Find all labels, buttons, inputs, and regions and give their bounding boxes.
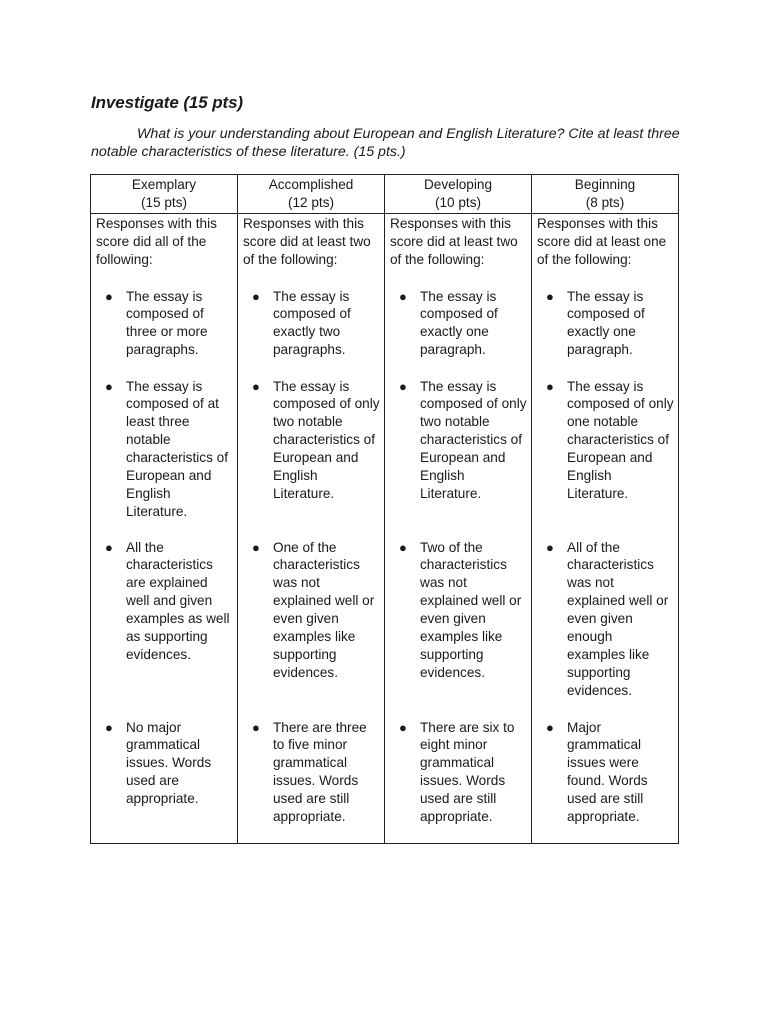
criterion-text: All the characteristics are explained well and given examples as well as supporting evidences. [126,539,230,662]
bullet-icon: ● [399,378,407,394]
level-name: Beginning [574,177,636,192]
level-cell-beginning [532,213,679,843]
criterion-text: Major grammatical issues were found. Words used are still appropriate. [567,719,648,825]
criterion-item [390,719,527,827]
bullet-icon: ● [105,539,113,555]
criterion-item [243,378,380,539]
criterion-item [390,539,527,719]
criterion-text: The essay is composed of exactly two paragraphs. [273,288,351,358]
level-intro: Responses with this score did at least one of the following: [537,215,667,267]
criterion-text: The essay is composed of only one notable characteristics of European and English Literature. [567,378,674,501]
criterion-text: Two of the characteristics was not explained well or even given examples like supporting evidences. [420,539,522,680]
level-name: Developing [423,177,492,192]
bullet-icon: ● [252,719,260,735]
criterion-item [96,378,233,539]
criterion-item [243,288,380,378]
level-header-developing [385,175,532,214]
level-points: (12 pts) [287,194,335,210]
criterion-item [243,719,380,827]
bullet-icon: ● [105,378,113,394]
criterion-text: The essay is composed of at least three notable characteristics of European and English Literature. [126,378,228,519]
bullet-icon: ● [546,378,554,394]
bullet-icon: ● [252,288,260,304]
criteria-list [390,288,527,827]
criterion-text: The essay is composed of only two notable characteristics of European and English Literature. [273,378,380,501]
level-intro: Responses with this score did all of the following: [96,215,217,267]
criterion-text: The essay is composed of only two notable characteristics of European and English Literature. [420,378,527,501]
criterion-text: The essay is composed of exactly one paragraph. [567,288,645,358]
bullet-icon: ● [252,539,260,555]
criterion-text: One of the characteristics was not explained well or even given examples like supporting evidences. [273,539,375,680]
bullet-icon: ● [105,288,113,304]
criterion-text: The essay is composed of exactly one paragraph. [420,288,498,358]
bullet-icon: ● [546,288,554,304]
level-header-beginning [532,175,679,214]
level-cell-developing [385,213,532,843]
criterion-item [537,378,674,539]
level-intro: Responses with this score did at least two of the following: [390,215,518,267]
criteria-list [243,288,380,827]
criterion-item [537,288,674,378]
bullet-icon: ● [546,719,554,735]
level-name: Accomplished [268,177,354,192]
criterion-text: There are six to eight minor grammatical issues. Words used are still appropriate. [420,719,515,825]
question-prompt: What is your understanding about European and English Literature? Cite at least three notable characteristics of these literature. (15 pts.) [91,126,680,160]
bullet-icon: ● [399,288,407,304]
rubric-header-row [91,175,679,214]
criterion-text: No major grammatical issues. Words used are appropriate. [126,719,212,807]
level-intro: Responses with this score did at least two of the following: [243,215,371,267]
criterion-item [537,719,674,827]
level-header-accomplished [238,175,385,214]
criterion-item [537,539,674,719]
level-cell-exemplary [91,213,238,843]
criterion-text: All of the characteristics was not explained well or even given enough examples like supporting evidences. [567,539,669,698]
criterion-item [96,719,233,827]
criterion-item [390,288,527,378]
bullet-icon: ● [546,539,554,555]
level-name: Exemplary [131,177,197,192]
bullet-icon: ● [399,719,407,735]
rubric-table [90,174,679,844]
rubric-body-row [91,213,679,843]
level-points: (10 pts) [434,194,482,210]
bullet-icon: ● [399,539,407,555]
bullet-icon: ● [105,719,113,735]
bullet-icon: ● [252,378,260,394]
criterion-item [243,539,380,719]
level-cell-accomplished [238,213,385,843]
criterion-item [390,378,527,539]
criterion-item [96,288,233,378]
section-heading: Investigate (15 pts) [91,93,243,112]
criterion-item [96,539,233,719]
level-header-exemplary [91,175,238,214]
criterion-text: There are three to five minor grammatical issues. Words used are still appropriate. [273,719,367,825]
level-points: (8 pts) [585,194,625,210]
level-points: (15 pts) [140,194,188,210]
criterion-text: The essay is composed of three or more paragraphs. [126,288,208,358]
criteria-list [96,288,233,827]
criteria-list [537,288,674,827]
